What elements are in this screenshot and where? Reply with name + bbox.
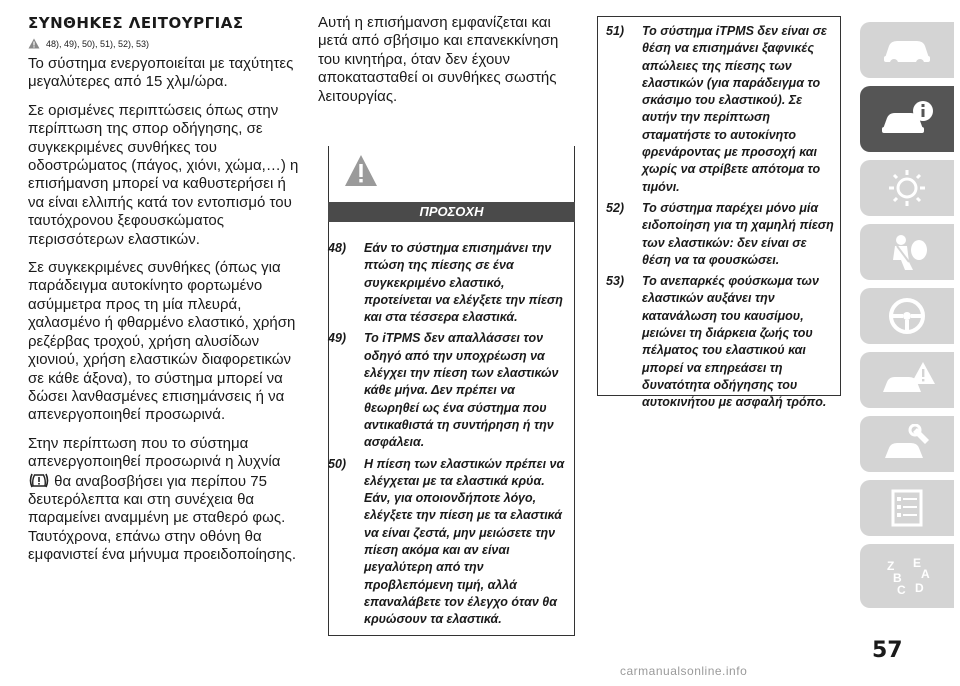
warning-triangle-icon xyxy=(344,154,378,188)
warning-item: 52) Το σύστημα παρέχει μόνο μία ειδοποίηση για τη χαμηλή πίεση των ελαστικών: δεν είναι σε θέση να τα φουσκώσει. xyxy=(606,200,834,267)
car-hazard-icon xyxy=(879,360,935,400)
alphabet-index-icon xyxy=(879,556,935,596)
warning-references xyxy=(28,38,306,49)
left-column xyxy=(28,14,306,575)
warning-item: 51) Το σύστημα iTPMS δεν είναι σε θέση να επισημάνει ξαφνικές απώλειες της πίεσης των ελαστικών (για παράδειγμα το σκάσιμο του ελαστικού). Σε αυτήν την περίπτωση σταματήστε το αυτοκίνητο φρενάροντας με προσοχή και χωρίς να στρίβετε απότομα το τιμόνι. xyxy=(606,24,827,194)
seatbelt-airbag-icon xyxy=(879,232,935,272)
tab-maintenance[interactable] xyxy=(860,416,954,472)
tpms-warning-lamp-icon xyxy=(28,472,50,489)
paragraph-2: Σε ορισμένες περιπτώσεις όπως στην περίπτωση της σπορ οδήγησης, σε συγκεκριμένες συνθήκες του οδοστρώματος (πάγος, χιόνι, χώμα,…) η επισήμανση μπορεί να καθυστερήσει ή να είναι ελλιπής κατά τον εντοπισμό του ταυτόχρονου ξεφουσκώματος περισσότερων ελαστικών. xyxy=(28,101,299,248)
warning-triangle-icon xyxy=(28,38,40,49)
svg-text:B: B xyxy=(893,571,902,585)
paragraph-3: Σε συγκεκριμένες συνθήκες (όπως για παράδειγμα αυτοκίνητο φορτωμένο ασύμμετρα προς τη μία πλευρά, χαλασμένο ή φθαρμένο ελαστικό, χρήση ρεζέρβας τροχού, χρήση αλυσίδων χιονιού, χρήση ελαστικών διαφορετικών σε κάθε άξονα), το σύστημα μπορεί να δώσει λανθασμένες επισημάνσεις ή να απενεργοποιηθεί προσωρινά. xyxy=(28,259,296,424)
warning-item: 49) Το iTPMS δεν απαλλάσσει τον οδηγό από την υποχρέωση να ελέγχει την πίεση των ελαστικών κάθε μήνα. Δεν πρέπει να θεωρηθεί ως ένα σύστημα που αντικαθιστά τη συντήρηση ή την ασφάλεια. xyxy=(328,331,559,450)
warning-box-right xyxy=(597,16,841,410)
steering-wheel-icon xyxy=(879,296,935,336)
middle-column xyxy=(318,14,580,116)
page-number: 57 xyxy=(872,638,903,663)
car-info-icon xyxy=(879,99,935,139)
warning-list-left xyxy=(328,240,568,633)
car-icon xyxy=(879,30,935,70)
paragraph-4 xyxy=(28,435,306,565)
middle-paragraph: Αυτή η επισήμανση εμφανίζεται και μετά από σβήσιμο και επανεκκίνηση του κινητήρα, όταν δεν έχουν αποκατασταθεί οι συνθήκες σωστής λειτουργίας. xyxy=(318,14,559,105)
tab-safety[interactable] xyxy=(860,224,954,280)
tab-specifications[interactable] xyxy=(860,480,954,536)
svg-text:Z: Z xyxy=(887,559,895,573)
chapter-sidebar xyxy=(856,22,960,616)
tab-index[interactable] xyxy=(860,544,954,608)
tab-warning-lights[interactable] xyxy=(860,160,954,216)
paragraph-4b: θα αναβοσβήσει για περίπου 75 δευτερόλεπτα και στη συνέχεια θα παραμείνει αναμμένη με σταθερό φως. Ταυτόχρονα, επάνω στην οθόνη θα εμφανιστεί ένα μήνυμα προειδοποίησης. xyxy=(28,472,297,564)
tab-car[interactable] xyxy=(860,22,954,78)
warning-list-right xyxy=(606,23,836,416)
tab-car-info[interactable] xyxy=(860,86,954,152)
svg-text:C: C xyxy=(897,583,906,596)
svg-text:E: E xyxy=(913,556,922,570)
warning-item: 50) Η πίεση των ελαστικών πρέπει να ελέγχεται με τα ελαστικά κρύα. Εάν, για οποιονδήποτε λόγο, ελέγξετε την πίεση με τα ελαστικά να είναι ζεστά, μην μειώσετε την πίεση ακόμα και αν είναι μεγαλύτερη από την προβλεπόμενη τιμή, αλλά επαναλάβετε τον έλεγχο όταν θα κρυώσουν τα ελαστικά. xyxy=(328,456,565,627)
watermark: carmanualsonline.info xyxy=(620,664,748,678)
svg-text:D: D xyxy=(915,581,924,595)
wrench-car-icon xyxy=(879,424,935,464)
svg-text:A: A xyxy=(921,567,930,581)
spec-list-icon xyxy=(879,488,935,528)
paragraph-4a: Στην περίπτωση που το σύστημα απενεργοποιηθεί προσωρινά η λυχνία xyxy=(28,434,281,471)
warning-item: 53) Το ανεπαρκές φούσκωμα των ελαστικών αυξάνει την κατανάλωση του καυσίμου, μειώνει τη διάρκεια ζωής του πέλματος του ελαστικού και μπορεί να επηρεάσει τη δυνατότητα οδήγησης του αυτοκινήτου με ασφαλή τρόπο. xyxy=(606,274,827,410)
warning-lights-icon xyxy=(879,168,935,208)
refs-text: 48), 49), 50), 51), 52), 53) xyxy=(46,38,150,49)
warning-title-bar: ΠΡΟΣΟΧΗ xyxy=(328,202,575,222)
warning-item: 48) Εάν το σύστημα επισημάνει την πτώση της πίεσης σε ένα συγκεκριμένο ελαστικό, προτείνεται να ελέγξετε την πίεση και στα τέσσερα ελαστικά. xyxy=(328,241,563,325)
tab-emergency[interactable] xyxy=(860,352,954,408)
tab-driving[interactable] xyxy=(860,288,954,344)
paragraph-1: Το σύστημα ενεργοποιείται με ταχύτητες μεγαλύτερες από 15 χλμ/ώρα. xyxy=(28,55,294,91)
section-heading: ΣΥΝΘΗΚΕΣ ΛΕΙΤΟΥΡΓΙΑΣ xyxy=(28,14,244,32)
